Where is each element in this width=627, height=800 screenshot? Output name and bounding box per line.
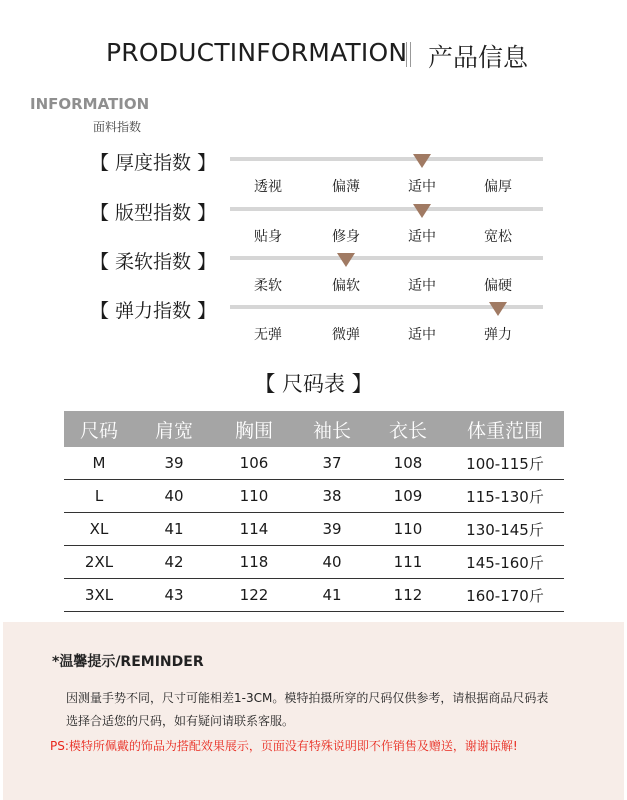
- section-title-en: INFORMATION: [30, 95, 150, 113]
- index-marker-icon: [337, 253, 355, 267]
- index-options: [230, 176, 543, 196]
- table-cell: 39: [134, 447, 214, 480]
- index-option: 适中: [408, 179, 436, 195]
- table-cell: 114: [214, 513, 294, 546]
- reminder-box: [3, 622, 624, 800]
- table-header-cell: 肩宽: [134, 411, 214, 447]
- index-options: [230, 275, 543, 295]
- table-cell: 110: [214, 480, 294, 513]
- reminder-text-line: 选择合适您的尺码，如有疑问请联系客服。: [66, 714, 295, 728]
- index-marker-icon: [413, 154, 431, 168]
- table-cell: 37: [294, 447, 370, 480]
- table-cell: 3XL: [64, 579, 134, 612]
- table-cell: 108: [370, 447, 446, 480]
- index-scale-bar: [230, 305, 543, 309]
- table-cell: 122: [214, 579, 294, 612]
- table-header-cell: 袖长: [294, 411, 370, 447]
- index-option: 微弹: [332, 327, 360, 343]
- table-cell: 115-130斤: [446, 480, 564, 513]
- table-cell: M: [64, 447, 134, 480]
- table-cell: 43: [134, 579, 214, 612]
- index-option: 适中: [408, 229, 436, 245]
- table-cell: 40: [294, 546, 370, 579]
- index-options: [230, 226, 543, 246]
- index-option: 适中: [408, 278, 436, 294]
- index-options: [230, 324, 543, 344]
- index-option: 无弹: [254, 327, 282, 343]
- table-cell: 2XL: [64, 546, 134, 579]
- index-option: 宽松: [484, 229, 512, 245]
- index-marker-icon: [413, 204, 431, 218]
- index-label: 【 厚度指数 】: [90, 152, 217, 174]
- table-header-cell: 衣长: [370, 411, 446, 447]
- index-option: 偏厚: [484, 179, 512, 195]
- table-cell: 41: [134, 513, 214, 546]
- table-header-cell: 尺码: [64, 411, 134, 447]
- index-scale-bar: [230, 157, 543, 161]
- reminder-title: *温馨提示/REMINDER: [52, 654, 204, 670]
- reminder-ps-note: PS:模特所佩戴的饰品为搭配效果展示，页面没有特殊说明即不作销售及赠送，谢谢谅解!: [50, 739, 518, 753]
- table-cell: 39: [294, 513, 370, 546]
- table-header-cell: 体重范围: [446, 411, 564, 447]
- index-label: 【 柔软指数 】: [90, 251, 217, 273]
- size-table: [64, 411, 564, 612]
- table-row: [64, 480, 564, 513]
- table-row: [64, 546, 564, 579]
- index-option: 弹力: [484, 327, 512, 343]
- table-header-row: [64, 411, 564, 447]
- table-row: [64, 579, 564, 612]
- index-option: 修身: [332, 229, 360, 245]
- table-cell: 111: [370, 546, 446, 579]
- index-option: 偏硬: [484, 278, 512, 294]
- index-option: 透视: [254, 179, 282, 195]
- table-row: [64, 447, 564, 480]
- table-cell: 130-145斤: [446, 513, 564, 546]
- index-marker-icon: [489, 302, 507, 316]
- index-scale-bar: [230, 207, 543, 211]
- index-label: 【 版型指数 】: [90, 202, 217, 224]
- table-cell: XL: [64, 513, 134, 546]
- table-cell: 42: [134, 546, 214, 579]
- table-cell: L: [64, 480, 134, 513]
- table-cell: 160-170斤: [446, 579, 564, 612]
- table-row: [64, 513, 564, 546]
- table-cell: 38: [294, 480, 370, 513]
- table-cell: 41: [294, 579, 370, 612]
- table-cell: 110: [370, 513, 446, 546]
- index-option: 贴身: [254, 229, 282, 245]
- table-cell: 112: [370, 579, 446, 612]
- reminder-text-line: 因测量手势不同，尺寸可能相差1-3CM。模特拍摄所穿的尺码仅供参考，请根据商品尺码表: [66, 691, 549, 705]
- size-chart-title: 【 尺码表 】: [254, 372, 373, 396]
- table-cell: 118: [214, 546, 294, 579]
- table-cell: 100-115斤: [446, 447, 564, 480]
- table-cell: 109: [370, 480, 446, 513]
- title-divider: [406, 42, 411, 67]
- table-cell: 145-160斤: [446, 546, 564, 579]
- index-option: 适中: [408, 327, 436, 343]
- table-cell: 106: [214, 447, 294, 480]
- section-title-cn: 面料指数: [93, 120, 142, 134]
- page-title-cn: 产品信息: [428, 43, 529, 72]
- page-title-en: PRODUCTINFORMATION: [106, 38, 408, 67]
- table-cell: 40: [134, 480, 214, 513]
- index-option: 偏软: [332, 278, 360, 294]
- index-label: 【 弹力指数 】: [90, 300, 217, 322]
- table-header-cell: 胸围: [214, 411, 294, 447]
- index-option: 柔软: [254, 278, 282, 294]
- index-scale-bar: [230, 256, 543, 260]
- index-option: 偏薄: [332, 179, 360, 195]
